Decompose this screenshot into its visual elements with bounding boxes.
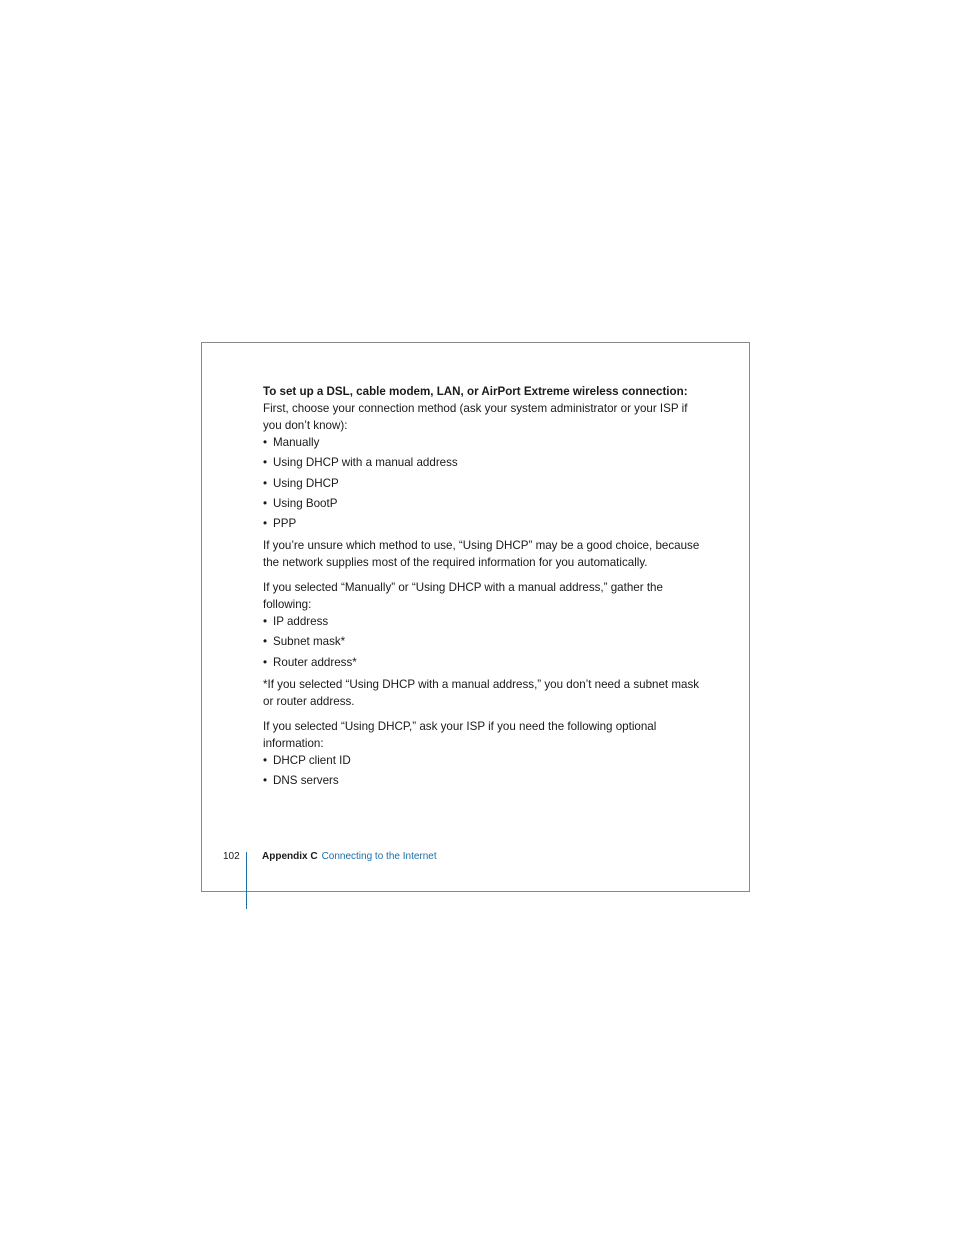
chapter-title-link[interactable]: Connecting to the Internet (321, 851, 437, 862)
bullet-icon: • (263, 476, 268, 490)
bullet-icon: • (263, 753, 268, 767)
list-item (263, 633, 708, 650)
bullet-icon: • (263, 615, 268, 629)
list-item-text: Using DHCP (273, 476, 339, 490)
list-item (263, 654, 708, 671)
list-item (263, 752, 708, 769)
page-number: 102 (223, 851, 240, 862)
bullet-icon: • (263, 774, 268, 788)
list-item-text: DNS servers (273, 774, 339, 788)
page-content (263, 383, 708, 792)
list-item (263, 515, 708, 532)
list-item (263, 613, 708, 630)
unsure-note-paragraph: If you’re unsure which method to use, “Using DHCP” may be a good choice, because the network supplies most of the required information for you automatically. (263, 539, 700, 570)
manual-intro-paragraph: If you selected “Manually” or “Using DHCP with a manual address,” gather the following: (263, 581, 663, 612)
bullet-icon: • (263, 436, 268, 449)
list-item (263, 475, 708, 492)
list-item-text: Using BootP (273, 496, 338, 510)
bullet-icon: • (263, 517, 268, 531)
bullet-icon: • (263, 635, 268, 649)
list-item-text: IP address (273, 615, 329, 629)
appendix-label: Appendix C (262, 851, 318, 862)
list-item-text: Subnet mask* (273, 635, 346, 649)
section-heading: To set up a DSL, cable modem, LAN, or AirPort Extreme wireless connection: (263, 385, 688, 398)
connection-methods-list (263, 434, 708, 532)
bullet-icon: • (263, 456, 268, 470)
intro-paragraph: First, choose your connection method (ask your system administrator or your ISP if you don’t know): (263, 402, 688, 432)
list-item-text: PPP (273, 517, 297, 531)
footer-section (262, 850, 437, 864)
dhcp-items-list (263, 752, 708, 789)
footnote-paragraph: *If you selected “Using DHCP with a manual address,” you don’t need a subnet mask or router address. (263, 677, 700, 708)
list-item (263, 772, 708, 789)
bullet-icon: • (263, 655, 268, 669)
list-item (263, 495, 708, 512)
list-item-text: Router address* (273, 655, 357, 669)
list-item (263, 454, 708, 471)
list-item-text: Using DHCP with a manual address (273, 456, 458, 470)
list-item-text: Manually (273, 436, 320, 449)
manual-items-list (263, 613, 708, 671)
list-item (263, 434, 708, 451)
footer-divider (246, 852, 247, 909)
dhcp-intro-paragraph: If you selected “Using DHCP,” ask your ISP if you need the following optional information: (263, 719, 657, 750)
list-item-text: DHCP client ID (273, 753, 351, 767)
bullet-icon: • (263, 496, 268, 510)
